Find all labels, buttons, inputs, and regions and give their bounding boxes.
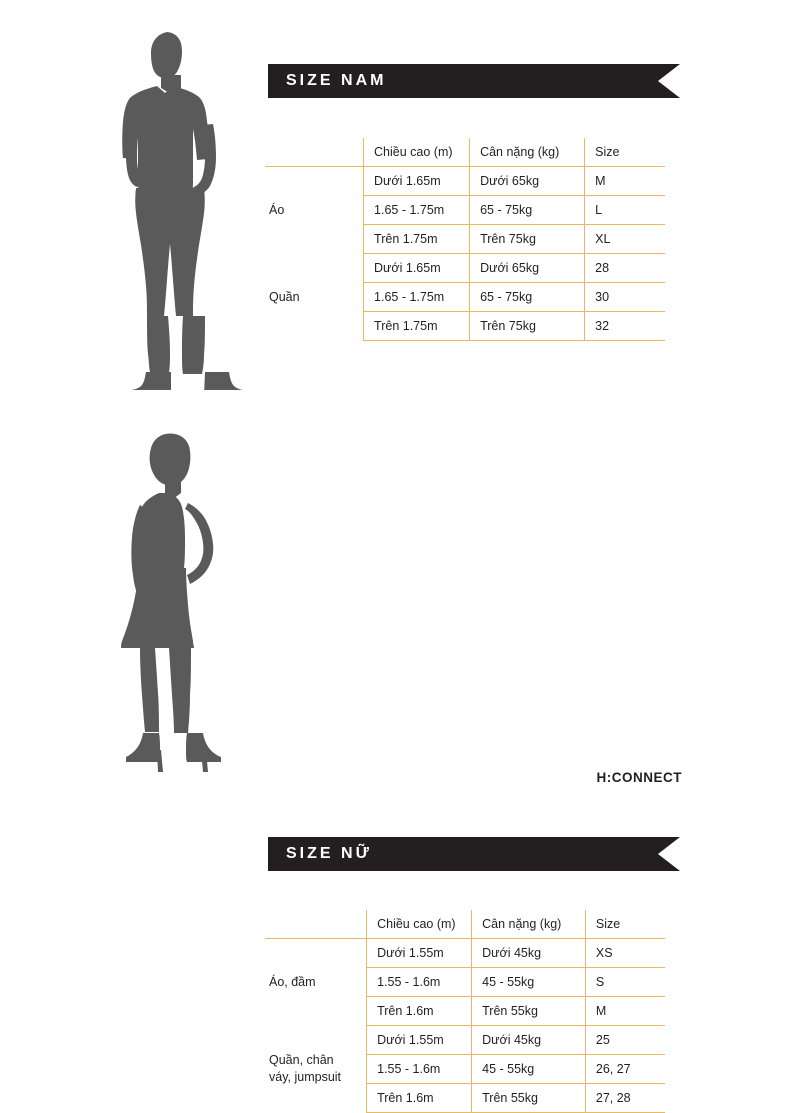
header-size: Size xyxy=(585,910,665,939)
cell-weight: Trên 75kg xyxy=(470,225,585,254)
cell-weight: 65 - 75kg xyxy=(470,283,585,312)
cell-size: XS xyxy=(585,939,665,968)
cell-size: M xyxy=(585,167,665,196)
table-row xyxy=(265,254,665,283)
cell-weight: Trên 55kg xyxy=(472,1084,586,1113)
table-header-row xyxy=(265,910,665,939)
table-header-row xyxy=(265,138,665,167)
male-silhouette-icon xyxy=(95,20,270,390)
banner-notch xyxy=(658,837,680,871)
header-weight: Cân nặng (kg) xyxy=(470,138,585,167)
header-height: Chiều cao (m) xyxy=(364,138,470,167)
cell-height: 1.65 - 1.75m xyxy=(364,283,470,312)
cell-size: 32 xyxy=(585,312,665,341)
cell-height: Trên 1.6m xyxy=(367,1084,472,1113)
cell-size: S xyxy=(585,968,665,997)
banner-size-nu xyxy=(268,837,658,871)
cell-height: Trên 1.75m xyxy=(364,225,470,254)
cell-height: Trên 1.75m xyxy=(364,312,470,341)
group-label-quan: Quần xyxy=(265,254,364,341)
section-men xyxy=(0,20,800,400)
size-table-women xyxy=(265,910,665,1113)
cell-weight: 45 - 55kg xyxy=(472,968,586,997)
cell-weight: 65 - 75kg xyxy=(470,196,585,225)
cell-size: L xyxy=(585,196,665,225)
brand-logo: H:CONNECT xyxy=(596,770,682,785)
banner-title-women: SIZE NỮ xyxy=(286,845,372,862)
header-blank xyxy=(265,910,367,939)
cell-size: XL xyxy=(585,225,665,254)
group-label-quan-chan-vay: Quần, chân váy, jumpsuit xyxy=(265,1026,367,1113)
section-women xyxy=(0,405,800,1105)
cell-weight: Dưới 45kg xyxy=(472,1026,586,1055)
header-size: Size xyxy=(585,138,665,167)
header-height: Chiều cao (m) xyxy=(367,910,472,939)
group-label-ao: Áo xyxy=(265,167,364,254)
cell-height: 1.55 - 1.6m xyxy=(367,1055,472,1084)
table-row xyxy=(265,939,665,968)
table-row xyxy=(265,1026,665,1055)
cell-height: 1.65 - 1.75m xyxy=(364,196,470,225)
female-silhouette-icon xyxy=(95,405,270,775)
cell-weight: Dưới 45kg xyxy=(472,939,586,968)
banner-notch xyxy=(658,64,680,98)
header-blank xyxy=(265,138,364,167)
cell-size: 25 xyxy=(585,1026,665,1055)
cell-height: Dưới 1.65m xyxy=(364,254,470,283)
cell-weight: Trên 75kg xyxy=(470,312,585,341)
group-label-ao-dam: Áo, đầm xyxy=(265,939,367,1026)
cell-size: 28 xyxy=(585,254,665,283)
male-silhouette-figure xyxy=(95,20,270,390)
banner-size-nam xyxy=(268,64,658,98)
cell-weight: Trên 55kg xyxy=(472,997,586,1026)
banner-title-men: SIZE NAM xyxy=(286,72,387,89)
cell-size: 26, 27 xyxy=(585,1055,665,1084)
cell-height: Dưới 1.55m xyxy=(367,939,472,968)
cell-height: Dưới 1.55m xyxy=(367,1026,472,1055)
cell-weight: 45 - 55kg xyxy=(472,1055,586,1084)
cell-weight: Dưới 65kg xyxy=(470,167,585,196)
size-table-men xyxy=(265,138,665,341)
cell-size: 30 xyxy=(585,283,665,312)
cell-height: 1.55 - 1.6m xyxy=(367,968,472,997)
female-silhouette-figure xyxy=(95,405,270,775)
table-row xyxy=(265,167,665,196)
cell-height: Trên 1.6m xyxy=(367,997,472,1026)
cell-height: Dưới 1.65m xyxy=(364,167,470,196)
cell-size: 27, 28 xyxy=(585,1084,665,1113)
cell-size: M xyxy=(585,997,665,1026)
cell-weight: Dưới 65kg xyxy=(470,254,585,283)
header-weight: Cân nặng (kg) xyxy=(472,910,586,939)
